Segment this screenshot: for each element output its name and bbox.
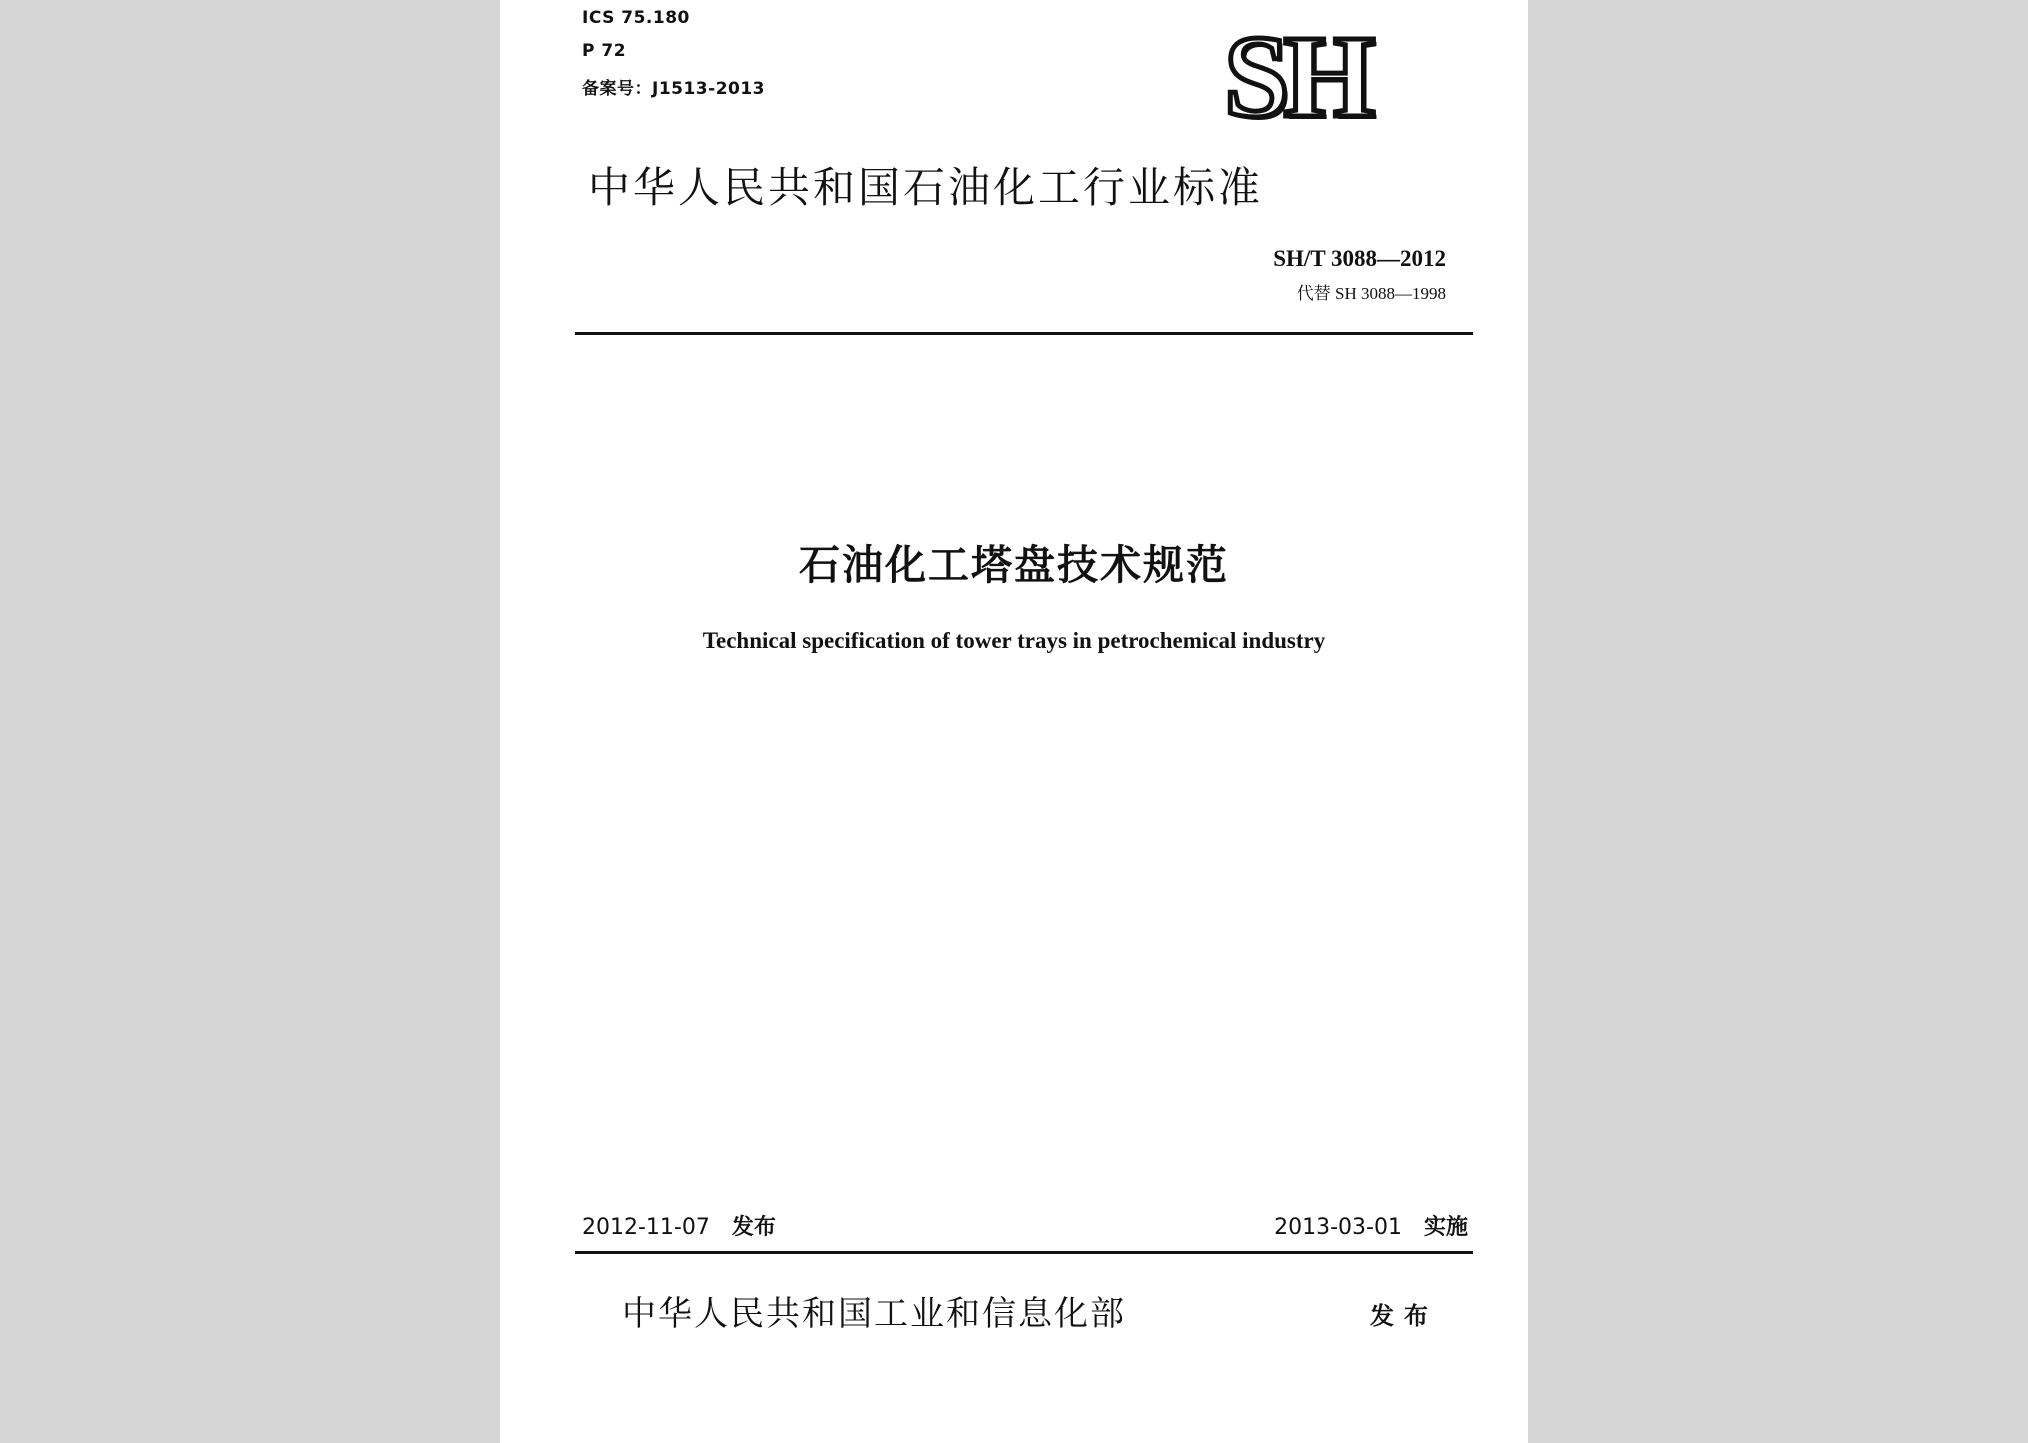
ics-code: ICS 75.180: [582, 8, 690, 28]
standard-type-title: 中华人民共和国石油化工行业标准: [588, 163, 1264, 212]
release-label: 发布: [731, 1215, 776, 1240]
ccs-code: P 72: [582, 41, 627, 61]
publisher: 中华人民共和国工业和信息化部: [622, 1294, 1126, 1334]
effective-label: 实施: [1423, 1215, 1468, 1240]
document-title-en: Technical specification of tower trays in petrochemical industry: [702, 628, 1326, 653]
publish-label: 发布: [1370, 1302, 1438, 1330]
replaces-code: 代替 SH 3088—1998: [1296, 284, 1446, 303]
record-number: 备案号：J1513-2013: [582, 79, 766, 99]
top-divider: [575, 332, 1473, 335]
bottom-divider: [575, 1251, 1473, 1254]
effective-date: [1274, 1210, 1468, 1241]
effective-date-value: 2013-03-01: [1274, 1215, 1402, 1240]
standard-code: SH/T 3088—2012: [1273, 246, 1446, 271]
release-date: [582, 1210, 776, 1241]
document-title-cn: 石油化工塔盘技术规范: [799, 541, 1229, 589]
sh-logo: SH: [1224, 11, 1370, 142]
release-date-value: 2012-11-07: [582, 1215, 710, 1240]
document-page: [500, 0, 1528, 1443]
